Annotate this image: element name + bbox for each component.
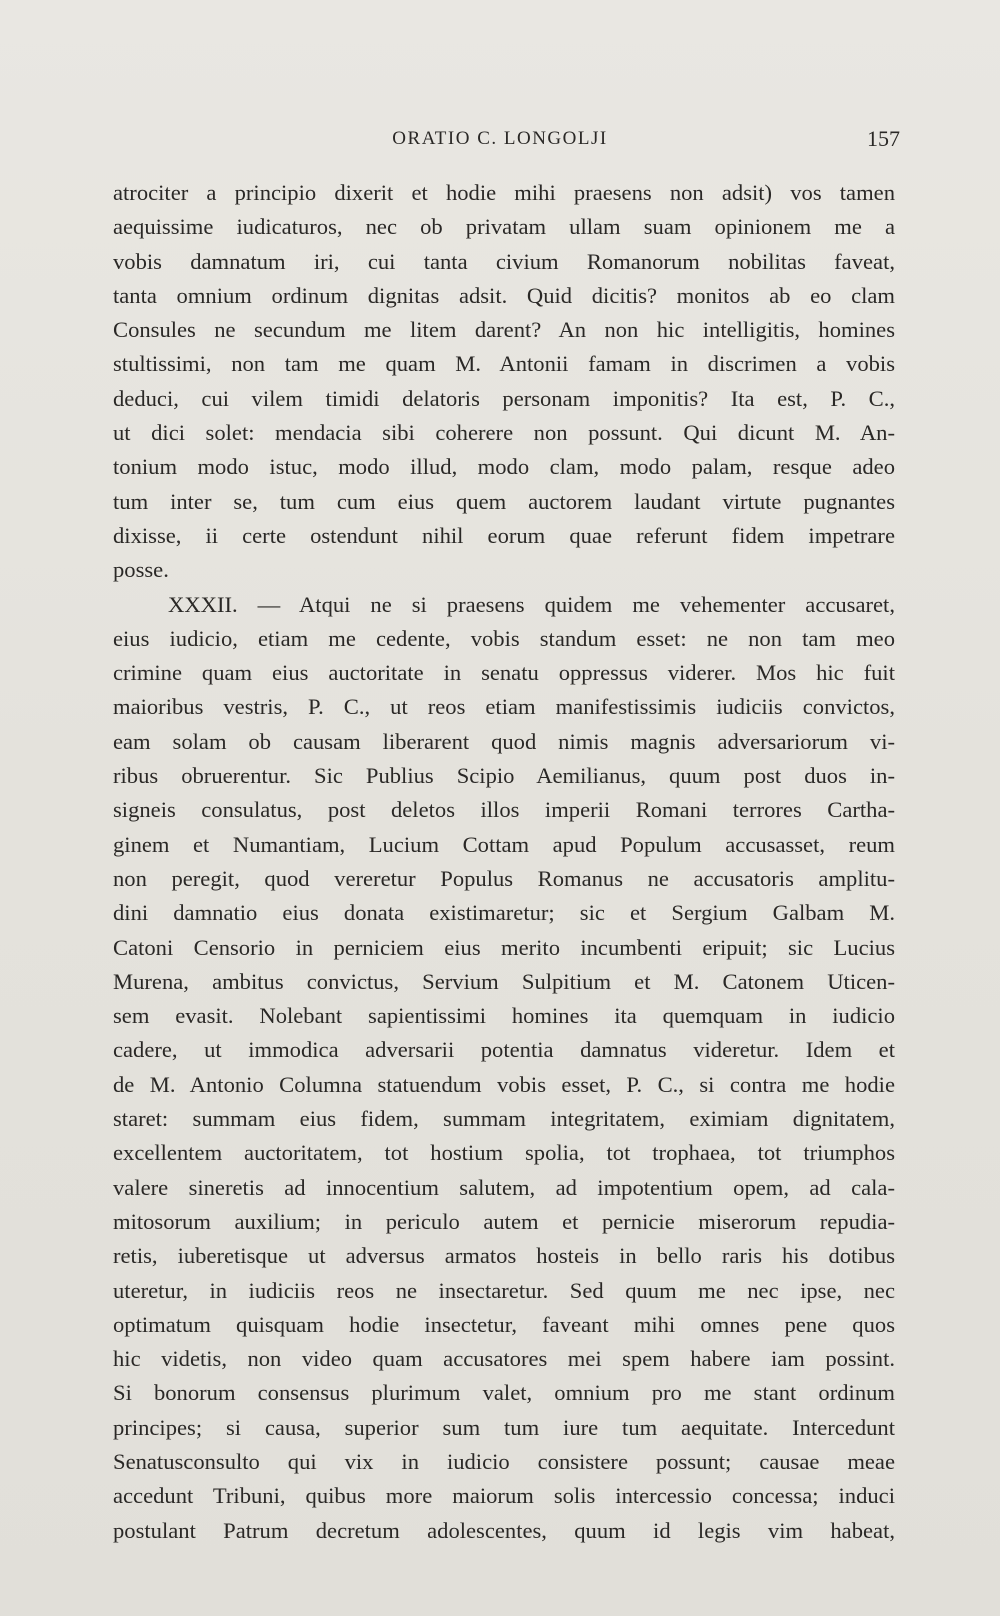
body-text [113,176,895,1548]
text-line: optimatum quisquam hodie insectetur, faveant mihi omnes pene quos [113,1311,895,1337]
text-line: mitosorum auxilium; in periculo autem et pernicie miserorum repudia- [113,1208,895,1234]
text-line: principes; si causa, superior sum tum iure tum aequitate. Intercedunt [113,1414,895,1440]
text-line: cadere, ut immodica adversarii potentia damnatus videretur. Idem et [113,1037,895,1063]
text-line: excellentem auctoritatem, tot hostium spolia, tot trophaea, tot triumphos [113,1140,895,1166]
running-head [100,128,900,158]
text-line: tonium modo istuc, modo illud, modo clam, modo palam, resque adeo [113,454,895,480]
running-title: ORATIO C. LONGOLJI [392,128,608,149]
text-line: stultissimi, non tam me quam M. Antonii famam in discrimen a vobis [113,351,895,377]
text-line: posse. [113,557,169,583]
text-line: accedunt Tribuni, quibus more maiorum solis intercessio concessa; induci [113,1483,895,1509]
text-line: eam solam ob causam liberarent quod nimis magnis adversariorum vi- [113,728,895,754]
text-line: staret: summam eius fidem, summam integritatem, eximiam dignitatem, [113,1106,895,1132]
text-line: maioribus vestris, P. C., ut reos etiam manifestissimis iudiciis convictos, [113,694,895,720]
text-line: deduci, cui vilem timidi delatoris personam imponitis? Ita est, P. C., [113,385,895,411]
text-line: de M. Antonio Columna statuendum vobis esset, P. C., si contra me hodie [113,1071,895,1097]
text-line: dini damnatio eius donata existimaretur; sic et Sergium Galbam M. [113,900,895,926]
text-line: Catoni Censorio in perniciem eius merito incumbenti eripuit; sic Lucius [113,934,895,960]
text-line: tanta omnium ordinum dignitas adsit. Quid dicitis? monitos ab eo clam [113,282,895,308]
text-line: hic videtis, non video quam accusatores mei spem habere iam possint. [113,1346,895,1372]
text-line: vobis damnatum iri, cui tanta civium Romanorum nobilitas faveat, [113,248,895,274]
text-line: ut dici solet: mendacia sibi coherere non possunt. Qui dicunt M. An- [113,420,895,446]
text-line: sem evasit. Nolebant sapientissimi homines ita quemquam in iudicio [113,1003,895,1029]
section-heading-line: XXXII. — Atqui ne si praesens quidem me vehementer accusaret, [168,591,895,617]
text-line: signeis consulatus, post deletos illos imperii Romani terrores Cartha- [113,797,895,823]
text-line: aequissime iudicaturos, nec ob privatam ullam suam opinionem me a [113,214,895,240]
page-number: 157 [867,126,900,151]
text-line: ginem et Numantiam, Lucium Cottam apud Populum accusasset, reum [113,831,895,857]
text-line: dixisse, ii certe ostendunt nihil eorum quae referunt fidem impetrare [113,522,895,548]
text-line: Senatusconsulto qui vix in iudicio consistere possunt; causae meae [113,1448,895,1474]
text-line: Consules ne secundum me litem darent? An non hic intelligitis, homines [113,317,895,343]
text-line: non peregit, quod vereretur Populus Romanus ne accusatoris amplitu- [113,865,895,891]
text-line: ribus obruerentur. Sic Publius Scipio Aemilianus, quum post duos in- [113,763,895,789]
text-line: Murena, ambitus convictus, Servium Sulpitium et M. Catonem Uticen- [113,968,895,994]
text-line: postulant Patrum decretum adolescentes, quum id legis vim habeat, [113,1517,895,1543]
text-line: retis, iuberetisque ut adversus armatos hosteis in bello raris his dotibus [113,1243,895,1269]
text-line: crimine quam eius auctoritate in senatu oppressus viderer. Mos hic fuit [113,660,895,686]
text-line: Si bonorum consensus plurimum valet, omnium pro me stant ordinum [113,1380,895,1406]
text-line: tum inter se, tum cum eius quem auctorem laudant virtute pugnantes [113,488,895,514]
text-line: valere sineretis ad innocentium salutem, ad impotentium opem, ad cala- [113,1174,895,1200]
text-line: atrociter a principio dixerit et hodie mihi praesens non adsit) vos tamen [113,180,895,205]
text-line: eius iudicio, etiam me cedente, vobis standum esset: ne non tam meo [113,625,895,651]
text-line: uteretur, in iudiciis reos ne insectaretur. Sed quum me nec ipse, nec [113,1277,895,1303]
